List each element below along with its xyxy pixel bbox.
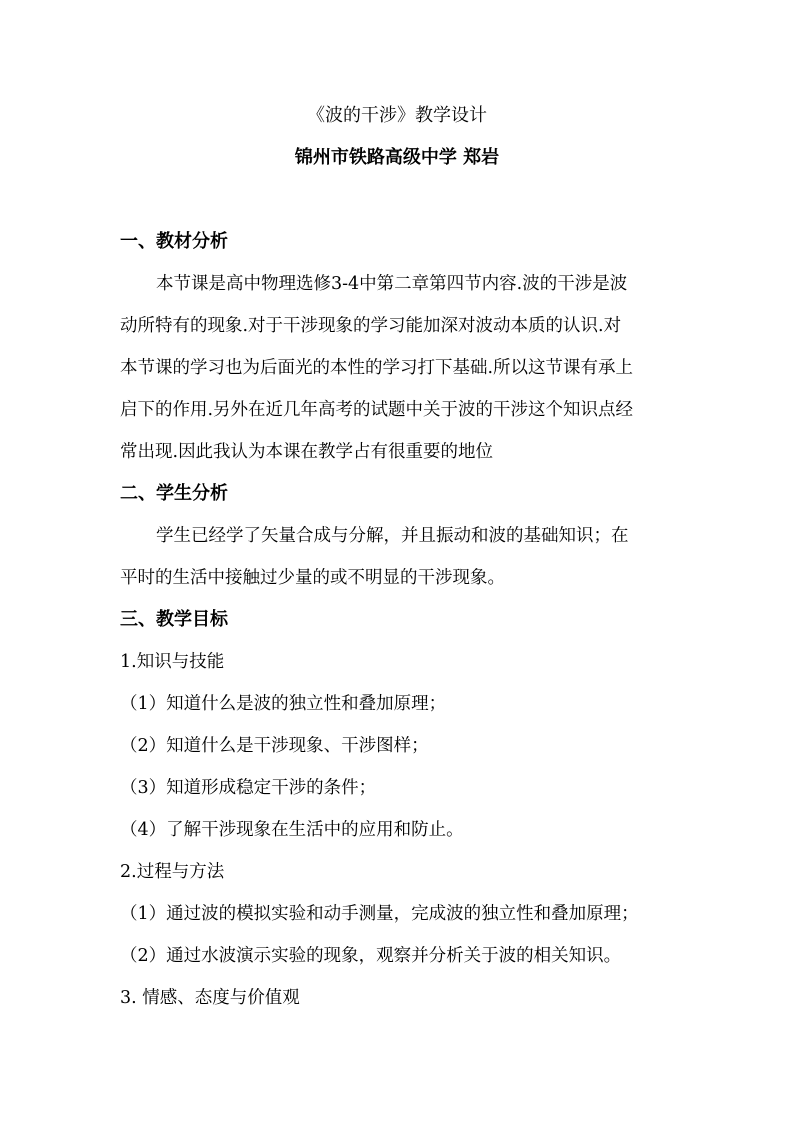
list-item: （2）知道什么是干涉现象、干涉图样； bbox=[120, 736, 429, 756]
list-item: （1）通过波的模拟实验和动手测量，完成波的独立性和叠加原理； bbox=[120, 904, 639, 924]
section-heading-teaching-objectives: 三、教学目标 bbox=[120, 609, 228, 630]
list-item: （1）知道什么是波的独立性和叠加原理； bbox=[120, 694, 447, 714]
subsection-title-process-methods: 2.过程与方法 bbox=[120, 862, 225, 882]
list-item: （2）通过水波演示实验的现象，观察并分析关于波的相关知识。 bbox=[120, 946, 622, 966]
document-title: 《波的干涉》教学设计 bbox=[307, 105, 487, 126]
paragraph-line: 本节课是高中物理选修3-4中第二章第四节内容.波的干涉是波 bbox=[156, 274, 628, 294]
paragraph-line: 动所特有的现象.对于干涉现象的学习能加深对波动本质的认识.对 bbox=[120, 316, 622, 336]
section-heading-student-analysis: 二、学生分析 bbox=[120, 483, 228, 504]
paragraph-line: 平时的生活中接触过少量的或不明显的干涉现象。 bbox=[120, 568, 505, 588]
paragraph-line: 学生已经学了矢量合成与分解，并且振动和波的基础知识；在 bbox=[156, 526, 629, 546]
list-item: （3）知道形成稳定干涉的条件； bbox=[120, 778, 377, 798]
list-item: （4）了解干涉现象在生活中的应用和防止。 bbox=[120, 820, 464, 840]
section-heading-textbook-analysis: 一、教材分析 bbox=[120, 231, 228, 252]
paragraph-line: 启下的作用.另外在近几年高考的试题中关于波的干涉这个知识点经 bbox=[120, 400, 634, 420]
paragraph-line: 常出现.因此我认为本课在教学占有很重要的地位 bbox=[120, 442, 494, 462]
subsection-title-knowledge-skills: 1.知识与技能 bbox=[120, 652, 225, 672]
document-author: 锦州市铁路高级中学 郑岩 bbox=[294, 147, 500, 168]
paragraph-line: 本节课的学习也为后面光的本性的学习打下基础.所以这节课有承上 bbox=[120, 358, 634, 378]
subsection-title-emotion-attitude-values: 3. 情感、态度与价值观 bbox=[120, 988, 300, 1008]
